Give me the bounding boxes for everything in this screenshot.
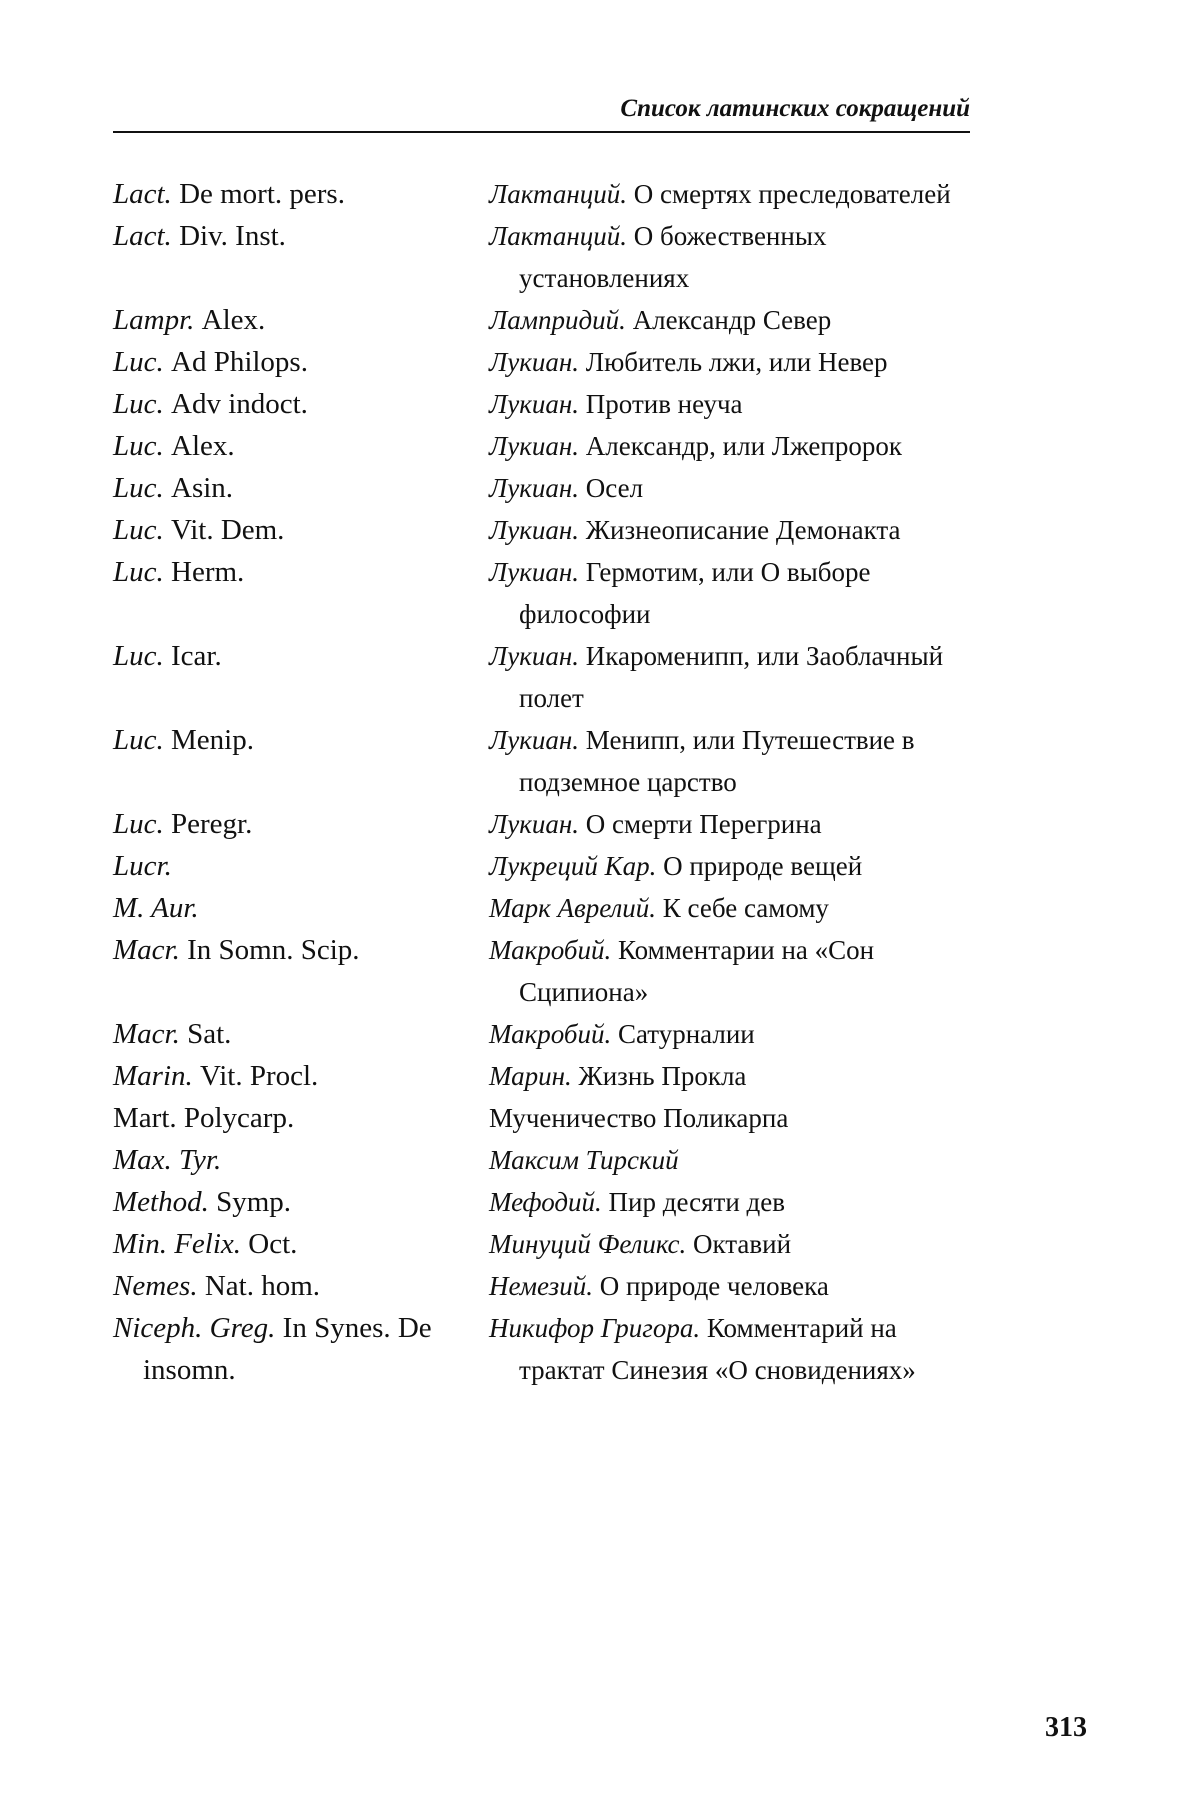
author-name: Макробий. — [489, 1019, 612, 1049]
author-name: Лукреций Кар. — [489, 851, 657, 881]
abbreviation-entry — [113, 173, 973, 215]
russian-expansion — [489, 425, 973, 467]
work-abbreviation: Icar. — [171, 640, 222, 672]
work-abbreviation: In Synes. De insomn. — [143, 1312, 432, 1386]
author-name: Лукиан. — [489, 809, 580, 839]
work-abbreviation: Peregr. — [171, 808, 253, 840]
work-title: Против неуча — [585, 389, 743, 419]
author-name: Лукиан. — [489, 347, 580, 377]
latin-abbreviation — [113, 173, 489, 215]
abbreviation-entry — [113, 1307, 973, 1391]
work-abbreviation: Adv indoct. — [171, 388, 308, 420]
latin-abbreviation — [113, 215, 489, 257]
author-abbreviation: Luc. — [113, 430, 164, 462]
work-title: Икароменипп, или Заоблачный полет — [519, 641, 944, 713]
work-abbreviation: Alex. — [171, 430, 235, 462]
author-abbreviation: Marin. — [113, 1060, 193, 1092]
author-abbreviation: Luc. — [113, 556, 164, 588]
latin-abbreviation — [113, 1013, 489, 1055]
abbreviation-entry — [113, 1139, 973, 1181]
latin-abbreviation — [113, 383, 489, 425]
russian-expansion — [489, 1307, 973, 1391]
author-name: Мефодий. — [489, 1187, 602, 1217]
work-title: О природе человека — [599, 1271, 829, 1301]
abbreviation-entry — [113, 1181, 973, 1223]
author-name: Лукиан. — [489, 725, 580, 755]
latin-abbreviation — [113, 929, 489, 971]
header-rule — [113, 131, 970, 133]
work-title: Мученичество Поликарпа — [489, 1103, 789, 1133]
abbreviation-entry — [113, 341, 973, 383]
russian-expansion — [489, 887, 973, 929]
latin-abbreviation — [113, 467, 489, 509]
russian-expansion — [489, 635, 973, 719]
work-title: Комментарии на «Сон Сципиона» — [519, 935, 875, 1007]
work-title: О божественных установлениях — [519, 221, 827, 293]
author-name: Лукиан. — [489, 473, 580, 503]
author-name: Марин. — [489, 1061, 572, 1091]
work-abbreviation: De mort. pers. — [179, 178, 345, 210]
author-name: Лукиан. — [489, 389, 580, 419]
abbreviation-entry — [113, 383, 973, 425]
work-abbreviation: Alex. — [201, 304, 266, 336]
author-name: Минуций Феликс. — [489, 1229, 687, 1259]
russian-expansion — [489, 551, 973, 635]
latin-abbreviation — [113, 509, 489, 551]
work-title: Жизнь Прокла — [578, 1061, 747, 1091]
author-name: Лактанций. — [489, 179, 628, 209]
abbreviation-entry — [113, 1265, 973, 1307]
author-name: Немезий. — [489, 1271, 593, 1301]
abbreviation-entry — [113, 929, 973, 1013]
abbreviation-entry — [113, 425, 973, 467]
abbreviation-entry — [113, 635, 973, 719]
latin-abbreviation — [113, 1181, 489, 1223]
author-abbreviation: Luc. — [113, 640, 164, 672]
author-abbreviation: Lact. — [113, 178, 172, 210]
work-abbreviation: Nat. hom. — [204, 1270, 321, 1302]
latin-abbreviation — [113, 1307, 489, 1391]
author-name: Лукиан. — [489, 557, 580, 587]
abbreviation-entry — [113, 509, 973, 551]
page-number: 313 — [1045, 1712, 1087, 1743]
author-name: Никифор Григора. — [489, 1313, 701, 1343]
work-abbreviation: Herm. — [171, 556, 245, 588]
russian-expansion — [489, 1223, 973, 1265]
author-abbreviation: Lucr. — [113, 850, 172, 882]
author-name: Лукиан. — [489, 515, 580, 545]
author-abbreviation: Luc. — [113, 514, 164, 546]
work-title: Сатурналии — [617, 1019, 755, 1049]
work-abbreviation: Symp. — [216, 1186, 292, 1218]
author-abbreviation: Method. — [113, 1186, 209, 1218]
latin-abbreviation — [113, 845, 489, 887]
abbreviation-entry — [113, 215, 973, 299]
abbreviation-entry — [113, 551, 973, 635]
latin-abbreviation — [113, 1055, 489, 1097]
work-abbreviation: Div. Inst. — [179, 220, 286, 252]
work-abbreviation: Asin. — [171, 472, 234, 504]
author-abbreviation: Min. Felix. — [113, 1228, 242, 1260]
russian-expansion — [489, 1055, 973, 1097]
author-abbreviation: Luc. — [113, 388, 164, 420]
work-abbreviation: Ad Philops. — [171, 346, 308, 378]
russian-expansion — [489, 299, 973, 341]
work-abbreviation: In Somn. Scip. — [187, 934, 360, 966]
author-abbreviation: Nemes. — [113, 1270, 198, 1302]
abbreviation-entry — [113, 467, 973, 509]
latin-abbreviation — [113, 719, 489, 761]
russian-expansion — [489, 803, 973, 845]
author-abbreviation: Luc. — [113, 808, 164, 840]
russian-expansion — [489, 215, 973, 299]
abbreviation-entry — [113, 1097, 973, 1139]
latin-abbreviation — [113, 551, 489, 593]
work-title: Любитель лжи, или Невер — [585, 347, 888, 377]
russian-expansion — [489, 383, 973, 425]
author-abbreviation: Lampr. — [113, 304, 195, 336]
abbreviation-list — [113, 173, 973, 1391]
russian-expansion — [489, 467, 973, 509]
running-head: Список латинских сокращений — [620, 95, 970, 122]
author-name: Марк Аврелий. — [489, 893, 657, 923]
latin-abbreviation — [113, 1265, 489, 1307]
work-abbreviation: Menip. — [171, 724, 254, 756]
work-abbreviation: Oct. — [248, 1228, 298, 1260]
work-abbreviation: Sat. — [187, 1018, 232, 1050]
author-name: Лампридий. — [489, 305, 626, 335]
author-abbreviation: Macr. — [113, 1018, 180, 1050]
work-title: К себе самому — [662, 893, 829, 923]
work-title: О природе вещей — [663, 851, 863, 881]
work-title: Александр, или Лжепророк — [585, 431, 902, 461]
work-abbreviation: Vit. Procl. — [200, 1060, 319, 1092]
abbreviation-entry — [113, 845, 973, 887]
latin-abbreviation — [113, 887, 489, 929]
russian-expansion — [489, 1139, 973, 1181]
latin-abbreviation — [113, 803, 489, 845]
work-abbreviation: Mart. Polycarp. — [113, 1102, 295, 1134]
author-name: Лукиан. — [489, 641, 580, 671]
work-title: Октавий — [693, 1229, 792, 1259]
author-abbreviation: Lact. — [113, 220, 172, 252]
abbreviation-entry — [113, 803, 973, 845]
latin-abbreviation — [113, 635, 489, 677]
work-title: Осел — [585, 473, 644, 503]
abbreviation-entry — [113, 1013, 973, 1055]
work-title: Пир десяти дев — [608, 1187, 786, 1217]
abbreviation-entry — [113, 299, 973, 341]
russian-expansion — [489, 1181, 973, 1223]
abbreviation-entry — [113, 719, 973, 803]
work-title: Гермотим, или О выборе философии — [519, 557, 871, 629]
work-title: О смерти Перегрина — [585, 809, 822, 839]
latin-abbreviation — [113, 341, 489, 383]
author-name: Максим Тирский — [489, 1145, 679, 1175]
work-title: Жизнеописание Демонакта — [585, 515, 901, 545]
abbreviation-entry — [113, 887, 973, 929]
abbreviation-entry — [113, 1055, 973, 1097]
abbreviation-entry — [113, 1223, 973, 1265]
work-title: Менипп, или Путешествие в подземное царство — [519, 725, 915, 797]
author-abbreviation: M. Aur. — [113, 892, 199, 924]
russian-expansion — [489, 1013, 973, 1055]
author-name: Макробий. — [489, 935, 612, 965]
author-abbreviation: Luc. — [113, 346, 164, 378]
work-title: Комментарий на трактат Синезия «О сновидениях» — [519, 1313, 916, 1385]
author-abbreviation: Macr. — [113, 934, 180, 966]
author-abbreviation: Niceph. Greg. — [113, 1312, 276, 1344]
latin-abbreviation — [113, 1097, 489, 1139]
author-name: Лактанций. — [489, 221, 628, 251]
russian-expansion — [489, 1097, 973, 1139]
latin-abbreviation — [113, 1139, 489, 1181]
latin-abbreviation — [113, 425, 489, 467]
russian-expansion — [489, 509, 973, 551]
russian-expansion — [489, 1265, 973, 1307]
russian-expansion — [489, 173, 973, 215]
work-abbreviation: Vit. Dem. — [171, 514, 285, 546]
author-abbreviation: Luc. — [113, 472, 164, 504]
latin-abbreviation — [113, 299, 489, 341]
work-title: Александр Север — [632, 305, 832, 335]
russian-expansion — [489, 929, 973, 1013]
russian-expansion — [489, 341, 973, 383]
work-title: О смертях преследователей — [633, 179, 951, 209]
russian-expansion — [489, 719, 973, 803]
latin-abbreviation — [113, 1223, 489, 1265]
author-name: Лукиан. — [489, 431, 580, 461]
author-abbreviation: Luc. — [113, 724, 164, 756]
author-abbreviation: Max. Tyr. — [113, 1144, 222, 1176]
russian-expansion — [489, 845, 973, 887]
